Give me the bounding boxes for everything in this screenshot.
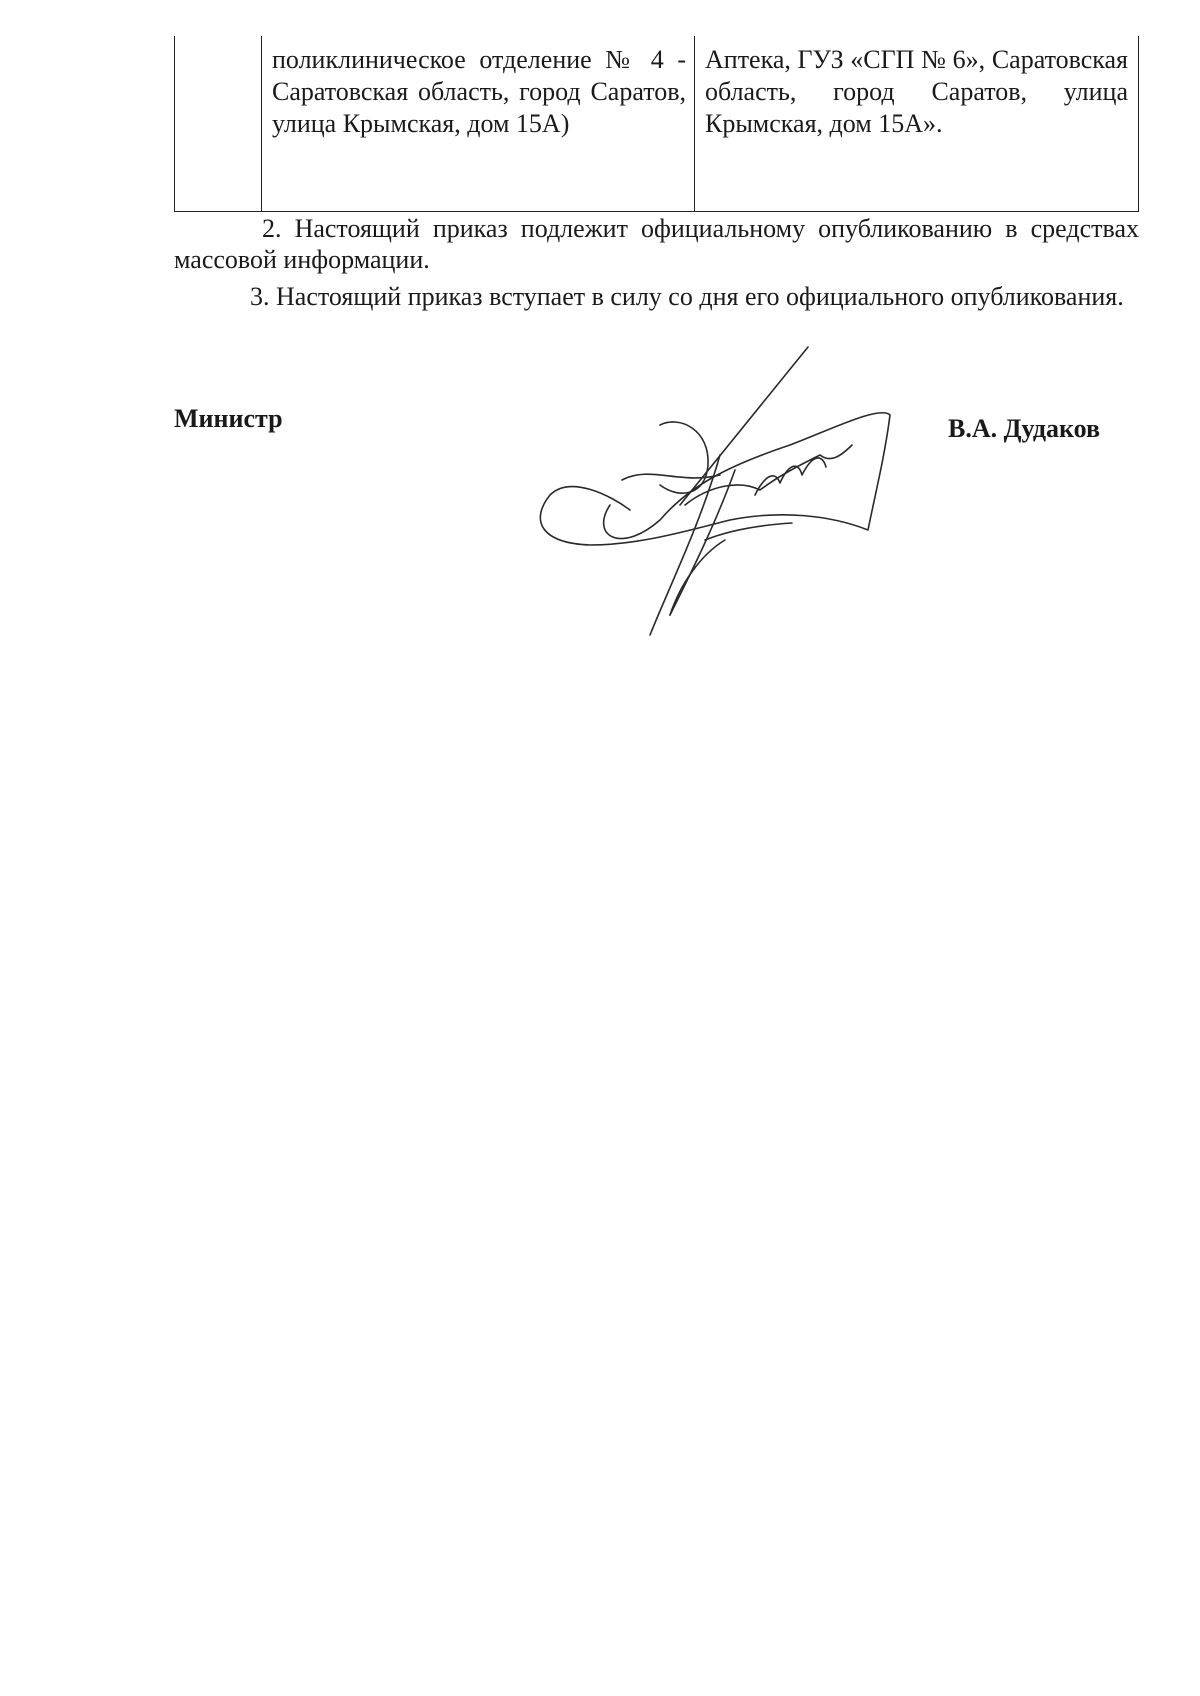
paragraph-publication: 2. Настоящий приказ подлежит официальному опубликованию в средствах массовой информации. (174, 214, 1139, 274)
location-text: поликлиническое отделение № 4 - Саратовская область, город Саратов, улица Крымская, дом 15А) (272, 45, 686, 138)
paragraph-effective-date: 3. Настоящий приказ вступает в силу со дня его официального опубликования. (250, 282, 1124, 311)
table-cell-pharmacy (695, 36, 1138, 211)
table-cell-number (175, 36, 262, 211)
handwritten-signature (530, 345, 910, 645)
signer-name: В.А. Дудаков (948, 414, 1101, 443)
address-table (174, 36, 1139, 212)
pharmacy-text: Аптека, ГУЗ «СГП № 6», Саратовская область, город Саратов, улица Крымская, дом 15А». (705, 45, 1128, 138)
table-cell-location (262, 36, 695, 211)
signer-title: Министр (174, 404, 283, 433)
